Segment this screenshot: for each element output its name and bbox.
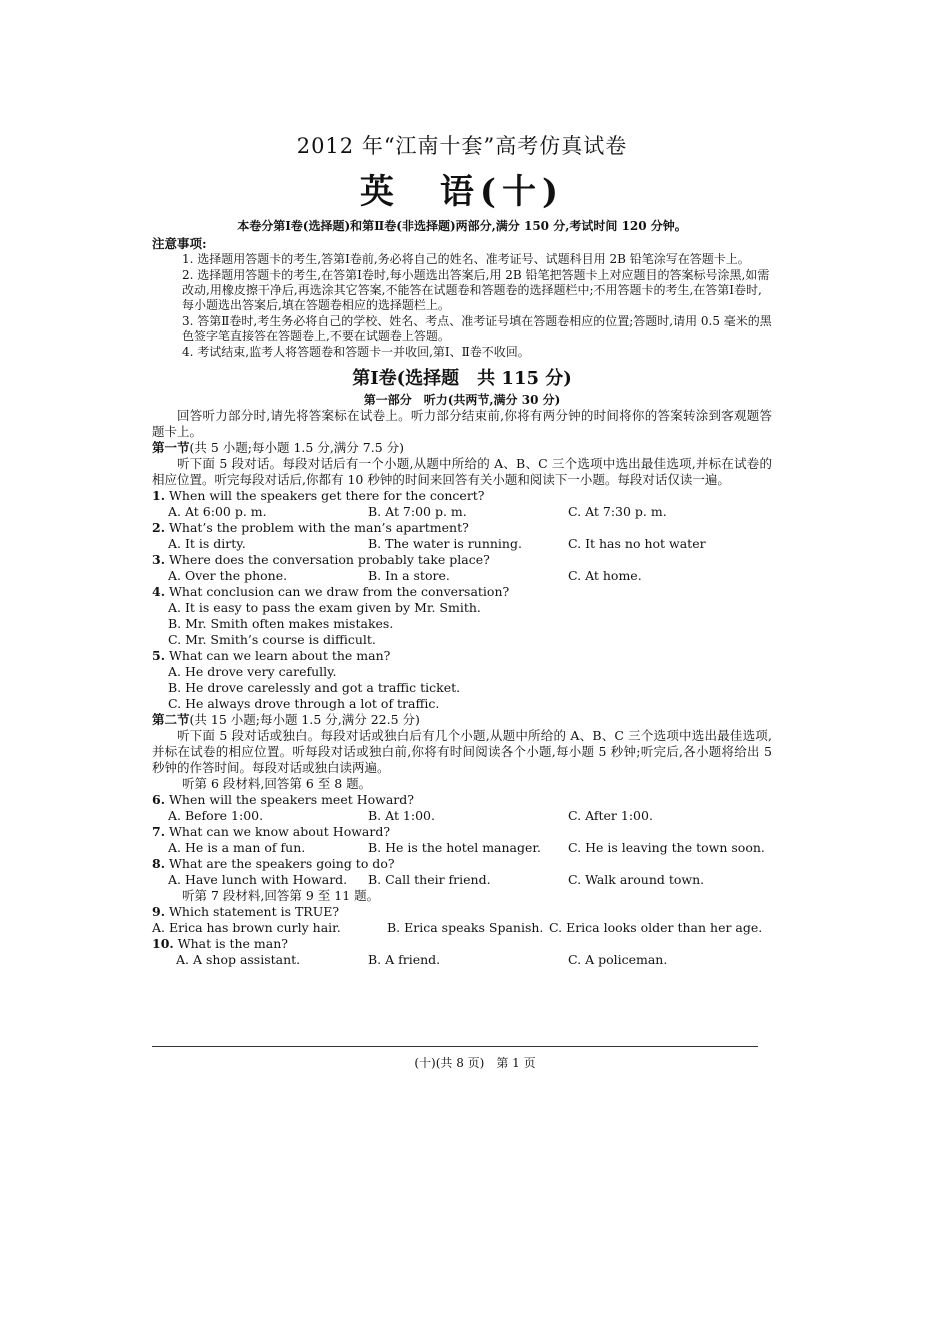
material-note-7: 听第 7 段材料,回答第 9 至 11 题。 [182,888,380,903]
exam-sheet [152,128,772,968]
question-stem: Which statement is TRUE? [169,904,340,919]
question-8 [152,856,772,888]
question-stem: Where does the conversation probably take place? [169,552,490,567]
question-stem: When will the speakers meet Howard? [169,792,414,807]
question-3 [152,552,772,584]
note-item: 1. 选择题用答题卡的考生,答第Ⅰ卷前,务必将自己的姓名、准考证号、试题科目用 2B 铅笔涂写在答题卡上。 [182,252,750,266]
question-number: 2. [152,520,166,535]
option-a: A. He drove very carefully. [168,664,337,679]
option-b: B. A friend. [368,952,441,967]
question-number: 8. [152,856,166,871]
option-b: B. At 1:00. [368,808,435,823]
question-stem: What can we learn about the man? [169,648,391,663]
option-a: A. Over the phone. [168,568,288,583]
page-footer: (十)(共 8 页) 第 1 页 [414,1056,536,1070]
question-7 [152,824,772,856]
option-b: B. At 7:00 p. m. [368,504,467,519]
option-b: B. In a store. [368,568,450,583]
question-6 [152,792,772,824]
note-item: 4. 考试结束,监考人将答题卷和答题卡一并收回,第Ⅰ、Ⅱ卷不收回。 [182,345,530,359]
question-number: 9. [152,904,166,919]
section2-label: 第二节 [152,712,190,727]
options-row [152,920,772,936]
option-c: C. At home. [568,568,642,583]
option-b: B. Erica speaks Spanish. [387,920,544,935]
part-title: 第一部分 听力(共两节,满分 30 分) [363,393,561,407]
option-a: A. It is dirty. [168,536,246,551]
question-stem: What conclusion can we draw from the conversation? [169,584,510,599]
volume-title: 第Ⅰ卷(选择题 共 115 分) [352,368,572,389]
question-number: 10. [152,936,174,951]
question-stem: What are the speakers going to do? [169,856,395,871]
question-1 [152,488,772,520]
option-b: B. Mr. Smith often makes mistakes. [168,616,394,631]
option-c: C. He is leaving the town soon. [568,840,765,855]
part-instructions: 回答听力部分时,请先将答案标在试卷上。听力部分结束前,你将有两分钟的时间将你的答案转涂到客观题答题卡上。 [152,408,772,439]
question-number: 6. [152,792,166,807]
option-a: A. He is a man of fun. [168,840,306,855]
subject-title: 英 语(十) [359,172,565,212]
question-stem: What’s the problem with the man’s apartment? [169,520,469,535]
question-5 [152,648,772,712]
material-note-6: 听第 6 段材料,回答第 6 至 8 题。 [182,776,372,791]
option-b: B. He is the hotel manager. [368,840,541,855]
note-item: 3. 答第Ⅱ卷时,考生务必将自己的学校、姓名、考点、准考证号填在答题卷相应的位置;答题时,请用 0.5 毫米的黑色签字笔直接答在答题卷上,不要在试题卷上答题。 [182,314,772,343]
option-c: C. After 1:00. [568,808,653,823]
section2-detail: (共 15 小题;每小题 1.5 分,满分 22.5 分) [189,712,420,727]
option-c: C. Walk around town. [568,872,705,887]
notes-list [152,252,772,360]
section2-title [152,712,772,728]
question-number: 4. [152,584,166,599]
question-stem: What is the man? [177,936,288,951]
option-a: A. A shop assistant. [176,952,301,967]
option-c: C. He always drove through a lot of traffic. [168,696,440,711]
section2-instructions: 听下面 5 段对话或独白。每段对话或独白后有几个小题,从题中所给的 A、B、C 三个选项中选出最佳选项,并标在试卷的相应位置。听每段对话或独白前,你将有时间阅读各个小题,每小题 5 秒钟;听完后,各小题将给出 5 秒钟的作答时间。每段对话或独白读两遍。 [152,728,772,775]
footer-divider [152,1046,758,1047]
section1-title [152,440,772,456]
option-b: B. He drove carelessly and got a traffic ticket. [168,680,461,695]
option-a: A. At 6:00 p. m. [168,504,267,519]
option-b: B. Call their friend. [368,872,491,887]
question-10 [152,936,772,968]
option-a: A. It is easy to pass the exam given by Mr. Smith. [168,600,481,615]
section1-detail: (共 5 小题;每小题 1.5 分,满分 7.5 分) [189,440,405,455]
option-a: A. Before 1:00. [168,808,264,823]
note-item: 2. 选择题用答题卡的考生,在答第Ⅰ卷时,每小题选出答案后,用 2B 铅笔把答题卡上对应题目的答案标号涂黑,如需改动,用橡皮擦干净后,再选涂其它答案,不能答在试题卷和答题卷的选择题栏中;不用答题卡的考生,在答第Ⅰ卷时,每小题选出答案后,填在答题卷相应的选择题栏上。 [182,268,770,312]
question-2 [152,520,772,552]
question-number: 3. [152,552,166,567]
option-c: C. Mr. Smith’s course is difficult. [168,632,376,647]
question-9 [152,904,772,936]
notes-heading: 注意事项: [152,236,207,251]
exam-title: 2012 年“江南十套”高考仿真试卷 [296,134,628,158]
exam-intro: 本卷分第Ⅰ卷(选择题)和第Ⅱ卷(非选择题)两部分,满分 150 分,考试时间 120 分钟。 [237,219,687,233]
section1-label: 第一节 [152,440,190,455]
option-c: C. A policeman. [568,952,668,967]
question-4 [152,584,772,648]
question-stem: What can we know about Howard? [169,824,391,839]
question-stem: When will the speakers get there for the concert? [169,488,485,503]
option-c: C. Erica looks older than her age. [549,920,763,935]
option-a: A. Erica has brown curly hair. [152,920,341,935]
option-a: A. Have lunch with Howard. [168,872,348,887]
option-c: C. At 7:30 p. m. [568,504,667,519]
question-number: 7. [152,824,166,839]
option-b: B. The water is running. [368,536,522,551]
question-number: 5. [152,648,166,663]
section1-instructions: 听下面 5 段对话。每段对话后有一个小题,从题中所给的 A、B、C 三个选项中选出最佳选项,并标在试卷的相应位置。听完每段对话后,你都有 10 秒钟的时间来回答有关小题和阅读下一小题。每段对话仅读一遍。 [152,456,772,487]
option-c: C. It has no hot water [568,536,706,551]
question-number: 1. [152,488,166,503]
